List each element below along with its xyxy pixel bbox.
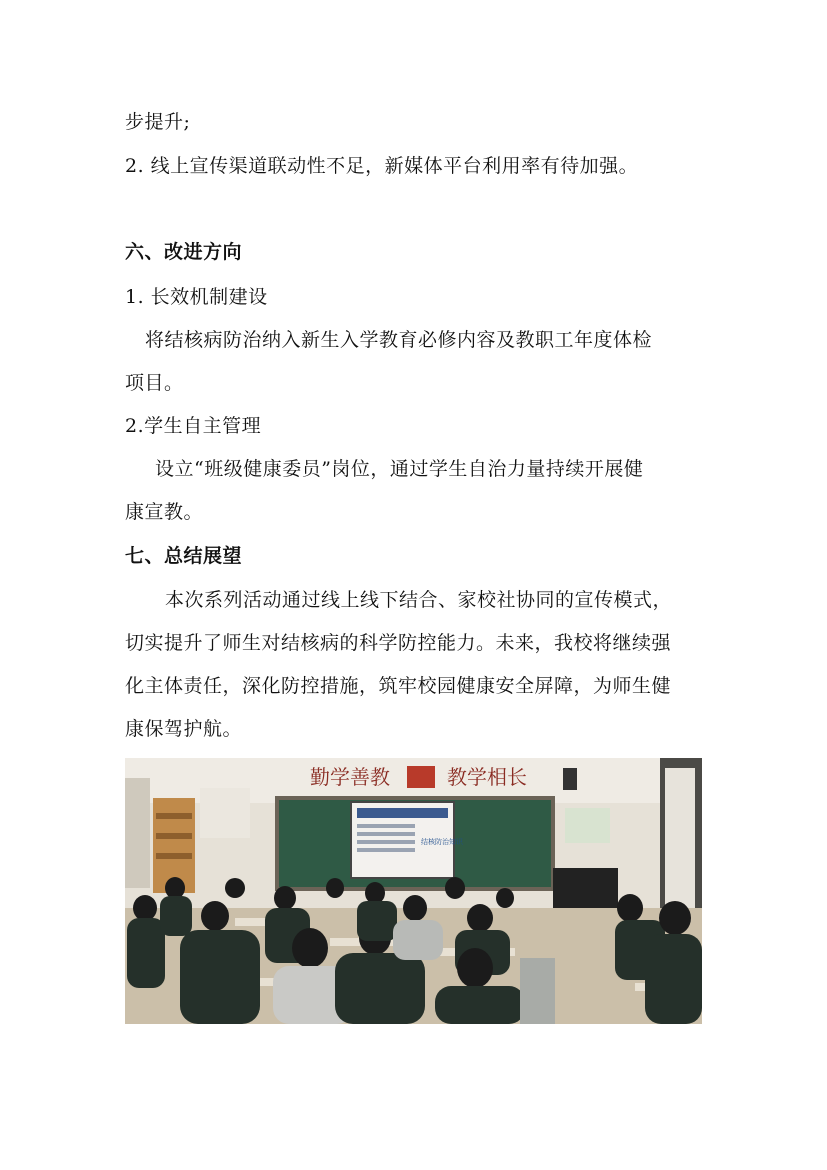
paragraph-line: 康保驾护航。	[125, 718, 243, 740]
paragraph-line: 步提升;	[125, 111, 191, 133]
paragraph-line: 设立“班级健康委员”岗位，通过学生自治力量持续开展健	[155, 458, 644, 480]
list-item: 2.学生自主管理	[125, 415, 262, 437]
paragraph-line: 康宣教。	[125, 501, 204, 523]
paragraph-line: 化主体责任，深化防控措施，筑牢校园健康安全屏障，为师生健	[125, 675, 672, 697]
paragraph-line: 本次系列活动通过线上线下结合、家校社协同的宣传模式，	[165, 589, 673, 611]
section-heading-summary: 七、总结展望	[125, 545, 243, 567]
banner-text-left: 勤学善教	[310, 765, 390, 789]
paragraph-line: 切实提升了师生对结核病的科学防控能力。未来，我校将继续强	[125, 632, 672, 654]
paragraph-line: 项目。	[125, 372, 184, 394]
list-item: 2. 线上宣传渠道联动性不足，新媒体平台利用率有待加强。	[125, 155, 639, 177]
classroom-photo	[125, 758, 702, 1024]
banner-text-right: 教学相长	[447, 765, 527, 789]
screen-text: 结核防治知识	[421, 838, 463, 846]
paragraph-line: 将结核病防治纳入新生入学教育必修内容及教职工年度体检	[145, 329, 653, 351]
list-item: 1. 长效机制建设	[125, 286, 268, 308]
section-heading-improvement: 六、改进方向	[125, 241, 243, 263]
